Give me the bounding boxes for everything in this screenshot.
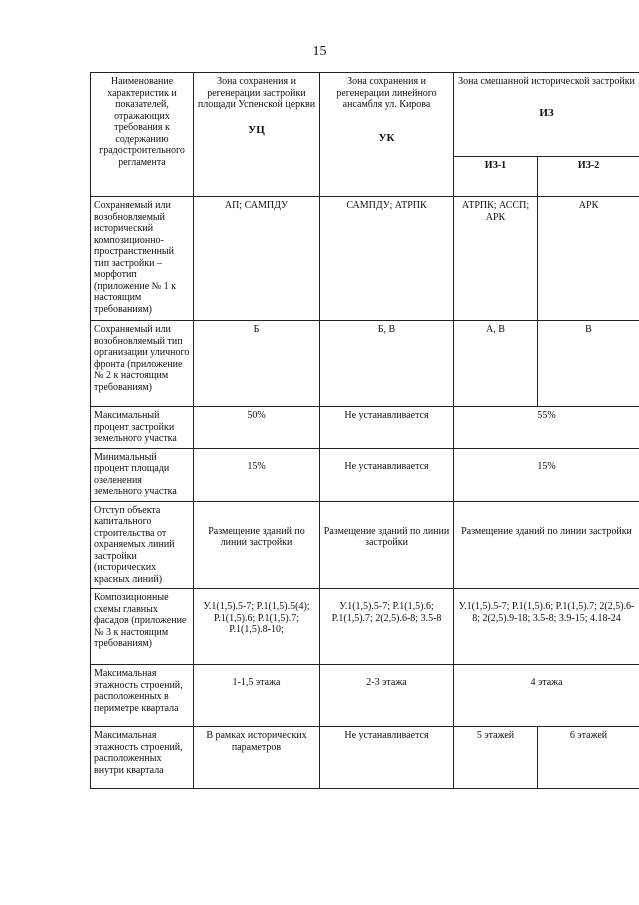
iz2-value-cell: В	[538, 321, 639, 407]
uk-value-cell: Б, В	[320, 321, 454, 407]
uk-value-cell: У.1(1,5).5-7; Р.1(1,5).6; Р.1(1,5).7; 2(2,5).6-8; 3.5-8	[320, 589, 454, 665]
uc-value-cell: Размещение зданий по линии застройки	[194, 501, 320, 589]
param-cell: Максимальная этажность строений, расположенных в периметре квартала	[91, 665, 194, 727]
iz-value-cell: Размещение зданий по линии застройки	[454, 501, 639, 589]
iz2-value-cell: АРК	[538, 197, 639, 321]
header-iz1-code: ИЗ-1	[484, 160, 507, 171]
header-param-text: Наименование характеристик и показателей, отражающих требования к содержанию градостроительного регламента	[99, 76, 185, 168]
header-uk-title: Зона сохранения и регенерации линейного ансамбля ул. Кирова	[336, 76, 437, 110]
header-uk-cell	[320, 73, 454, 197]
header-row	[91, 73, 639, 157]
table-row	[91, 589, 639, 665]
iz1-value-cell: 5 этажей	[454, 727, 538, 789]
table-row	[91, 197, 639, 321]
header-iz1-cell	[454, 157, 538, 197]
uk-value-cell: Не устанавливается	[320, 727, 454, 789]
uc-value-cell: 15%	[194, 448, 320, 501]
param-cell: Отступ объекта капитального строительства от охраняемых линий застройки (исторических красных линий)	[91, 501, 194, 589]
uc-value-cell: АП; САМПДУ	[194, 197, 320, 321]
table-row	[91, 727, 639, 789]
uc-value-cell: У.1(1,5).5-7; Р.1(1,5).5(4); Р.1(1,5).6; Р.1(1,5).7; Р.1(1,5).8-10;	[194, 589, 320, 665]
header-iz2-code: ИЗ-2	[577, 160, 600, 171]
header-iz2-cell	[538, 157, 639, 197]
uc-value-cell: Б	[194, 321, 320, 407]
uk-value-cell: 2-3 этажа	[320, 665, 454, 727]
header-iz-title: Зона смешанной исторической застройки	[458, 76, 635, 87]
header-uc-title: Зона сохранения и регенерации застройки площади Успенской церкви	[197, 76, 316, 110]
uc-value-cell: 50%	[194, 407, 320, 449]
header-uc-code: УЦ	[248, 123, 265, 136]
uk-value-cell: Не устанавливается	[320, 407, 454, 449]
param-cell: Сохраняемый или возобновляемый тип организации уличного фронта (приложение № 2 к настоящим требованиям)	[91, 321, 194, 407]
iz-value-cell: 4 этажа	[454, 665, 639, 727]
table-row	[91, 407, 639, 449]
param-cell: Композиционные схемы главных фасадов (приложение № 3 к настоящим требованиям)	[91, 589, 194, 665]
iz-value-cell: 55%	[454, 407, 639, 449]
header-iz-code: ИЗ	[539, 106, 554, 119]
param-cell: Максимальный процент застройки земельного участка	[91, 407, 194, 449]
header-iz-cell	[454, 73, 639, 157]
page-number: 15	[312, 44, 327, 59]
header-param-cell	[91, 73, 194, 197]
iz-value-cell: 15%	[454, 448, 639, 501]
iz1-value-cell: А, В	[454, 321, 538, 407]
table-row	[91, 448, 639, 501]
param-cell: Максимальная этажность строений, расположенных внутри квартала	[91, 727, 194, 789]
uk-value-cell: Размещение зданий по линии застройки	[320, 501, 454, 589]
uk-value-cell: САМПДУ; АТРПК	[320, 197, 454, 321]
iz-value-cell: У.1(1,5).5-7; Р.1(1,5).6; Р.1(1,5).7; 2(2,5).6-8; 2(2,5).9-18; 3.5-8; 3.9-15; 4.18-24	[454, 589, 639, 665]
iz2-value-cell: 6 этажей	[538, 727, 639, 789]
uk-value-cell: Не устанавливается	[320, 448, 454, 501]
header-uk-code: УК	[378, 131, 395, 144]
table-row	[91, 321, 639, 407]
uc-value-cell: 1-1,5 этажа	[194, 665, 320, 727]
table-row	[91, 665, 639, 727]
param-cell: Сохраняемый или возобновляемый исторический композиционно-пространственный тип застройки – морфотип (приложение № 1 к настоящим требованиям)	[91, 197, 194, 321]
table-row	[91, 501, 639, 589]
regulation-table	[90, 72, 639, 789]
iz1-value-cell: АТРПК; АССП; АРК	[454, 197, 538, 321]
uc-value-cell: В рамках исторических параметров	[194, 727, 320, 789]
header-uc-cell	[194, 73, 320, 197]
param-cell: Минимальный процент площади озеленения земельного участка	[91, 448, 194, 501]
